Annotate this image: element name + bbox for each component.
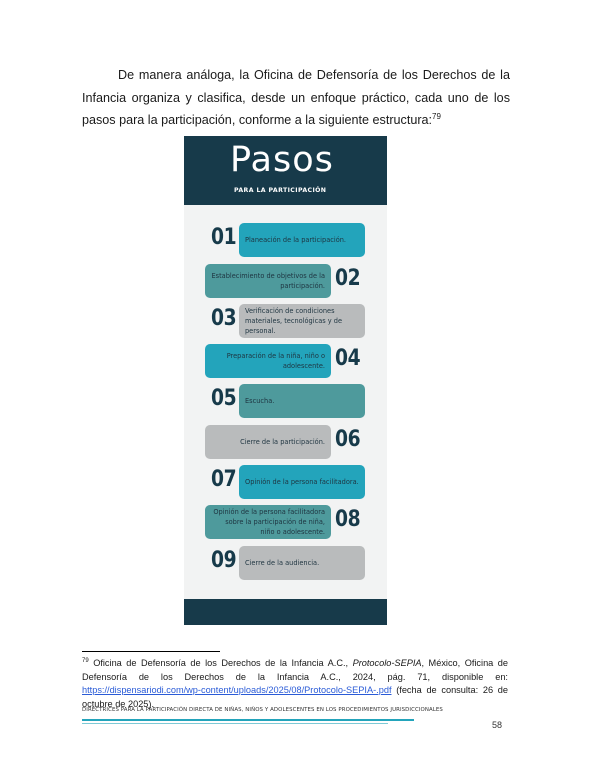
footer-line-secondary <box>82 723 388 724</box>
step-number: 02 <box>335 266 361 291</box>
infographic-subtitle: PARA LA PARTICIPACIÓN <box>234 187 327 194</box>
paragraph-text: De manera análoga, la Oficina de Defensoría de los Derechos de la Infancia organiza y clasifica, desde un enfoque práctico, cada uno de los pasos para la participación, conforme a la siguiente estructura: <box>82 68 510 127</box>
footnote-number: 79 <box>82 657 89 664</box>
step-text: Planeación de la participación. <box>239 223 365 257</box>
step-number: 01 <box>211 225 237 250</box>
step-number: 06 <box>335 427 361 452</box>
steps-infographic <box>184 136 387 625</box>
infographic-header <box>184 136 387 205</box>
page-number: 58 <box>492 720 503 730</box>
footnote-separator <box>82 651 220 652</box>
footer-line-primary <box>82 719 414 721</box>
footnote-text-middle: , México, Oficina de Defensoría de los Derechos de la Infancia A.C., 2024, pág. 71, disponible en: <box>82 658 508 682</box>
infographic-title: Pasos <box>230 140 334 180</box>
step-number: 08 <box>335 507 361 532</box>
footnote-italic-title: Protocolo-SEPIA <box>352 658 422 668</box>
running-title: DIRECTRICES PARA LA PARTICIPACIÓN DIRECTA DE NIÑAS, NIÑOS Y ADOLESCENTES EN LOS PROCEDIMIENTOS JURISDICCIONALES <box>82 707 443 713</box>
step-number: 09 <box>211 548 237 573</box>
infographic-footer-band <box>184 599 387 625</box>
step-number: 07 <box>211 467 237 492</box>
footnote-text-before: Oficina de Defensoría de los Derechos de la Infancia A.C., <box>93 658 349 668</box>
step-text: Opinión de la persona facilitadora. <box>239 465 365 499</box>
footnote-text-after: (fecha de consulta: 26 de octubre de 2025). <box>82 685 508 709</box>
step-text: Escucha. <box>239 384 365 418</box>
footnote-reference[interactable]: 79 <box>432 111 441 121</box>
step-text: Cierre de la participación. <box>205 425 331 459</box>
footnote-link[interactable]: https://dispensariodi.com/wp-content/uploads/2025/08/Protocolo-SEPIA-.pdf <box>82 685 392 696</box>
step-text: Establecimiento de objetivos de la participación. <box>205 264 331 298</box>
footnote <box>82 657 508 711</box>
step-text: Verificación de condiciones materiales, tecnológicas y de personal. <box>239 304 365 338</box>
step-number: 04 <box>335 346 361 371</box>
step-number: 03 <box>211 306 237 331</box>
step-number: 05 <box>211 386 237 411</box>
body-paragraph <box>82 64 510 132</box>
step-text: Opinión de la persona facilitadora sobre la participación de niña, niño o adolescente. <box>205 505 331 539</box>
step-text: Preparación de la niña, niño o adolescente. <box>205 344 331 378</box>
step-text: Cierre de la audiencia. <box>239 546 365 580</box>
